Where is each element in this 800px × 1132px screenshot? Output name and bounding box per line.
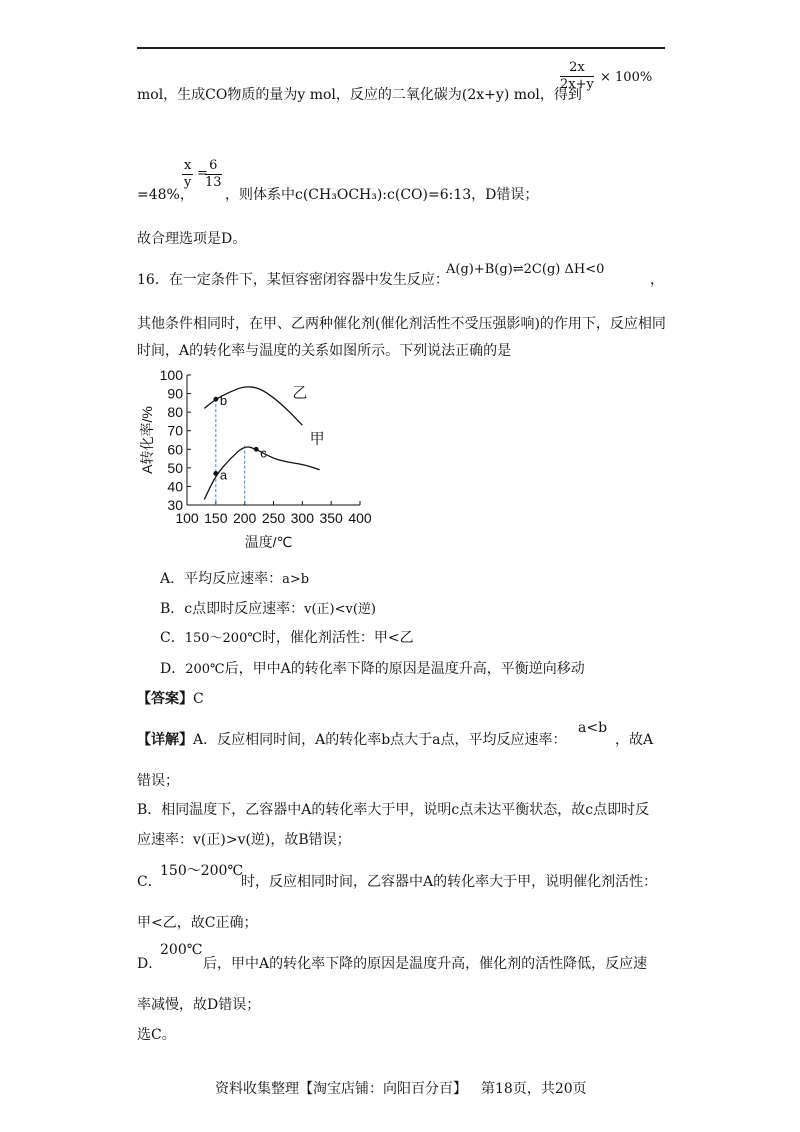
x-tick-label: 400 xyxy=(348,510,372,526)
x-tick-label: 200 xyxy=(232,510,257,526)
explanation-a-text: A．反应相同时间，A的转化率b点大于a点，平均反应速率： xyxy=(193,732,567,748)
y-tick-label: 100 xyxy=(159,367,183,383)
explanation-b-line2: 应速率：v(正)>v(逆)，故B错误； xyxy=(137,832,351,848)
explanation-d-math: 200℃ xyxy=(160,942,203,958)
y-tick-label: 60 xyxy=(167,441,183,458)
option-a-label: A．平均反应速率： xyxy=(160,571,283,587)
option-b xyxy=(160,600,376,619)
option-c-math: 150～200℃ xyxy=(184,631,262,646)
option-c-label: C． xyxy=(160,630,185,646)
answer-line xyxy=(137,690,204,708)
question-comma: ， xyxy=(650,272,664,288)
y-axis-label: A转化率/% xyxy=(139,406,155,474)
explanation-label: 【详解】 xyxy=(137,732,193,748)
prev-conclusion: 故合理选项是D。 xyxy=(137,231,247,247)
explanation-c-cont: 甲<乙，故C正确； xyxy=(137,915,258,931)
y-tick-label: 70 xyxy=(167,422,183,439)
series-label-yi: 乙 xyxy=(292,384,308,402)
option-a-math: a>b xyxy=(282,572,310,587)
question-stem-b: 其他条件相同时，在甲、乙两种催化剂(催化剂活性不受压强影响)的作用下，反应相同 xyxy=(137,316,666,332)
point-b xyxy=(213,397,218,402)
explanation-a-cont: 错误； xyxy=(137,773,179,789)
explanation-final: 选C。 xyxy=(137,1027,176,1043)
explanation-d-head: D． xyxy=(137,956,163,972)
option-a xyxy=(160,570,309,589)
x-tick-label: 100 xyxy=(175,510,199,526)
y-tick-label: 30 xyxy=(167,497,183,513)
prev-line-2-tail: ，则体系中c(CH₃OCH₃):c(CO)=6:13，D错误； xyxy=(225,187,539,203)
fraction-numerator: 2x xyxy=(560,60,594,77)
prev-line-1: mol，生成CO物质的量为y mol，反应的二氧化碳为(2x+y) mol，得到 xyxy=(137,87,582,103)
footer xyxy=(215,1078,587,1098)
conversion-chart xyxy=(130,362,390,558)
fraction-x-over-y xyxy=(182,158,193,191)
explanation-c-tail: 时，反应相同时间，乙容器中A的转化率大于甲，说明催化剂活性： xyxy=(241,874,658,890)
explanation-d-tail: 后，甲中A的转化率下降的原因是温度升高，催化剂的活性降低，反应速 xyxy=(203,956,648,972)
fraction-6-over-13 xyxy=(205,158,222,191)
option-b-label: B．c点即时反应速率： xyxy=(160,601,305,617)
fraction-equals: = xyxy=(197,166,208,181)
fraction-denominator: 13 xyxy=(205,175,222,190)
explanation-a xyxy=(137,731,567,749)
answer-label: 【答案】 xyxy=(137,691,193,707)
fraction-2x-over-2xy xyxy=(560,60,594,93)
fraction-numerator: 6 xyxy=(205,158,222,175)
x-tick-label: 250 xyxy=(261,510,286,526)
reaction-equation: A(g)+B(g)⇌2C(g) ΔH<0 xyxy=(446,262,605,277)
point-label-b: b xyxy=(219,393,228,409)
explanation-a-math: a<b xyxy=(578,720,608,736)
point-c xyxy=(254,447,259,452)
footer-source: 资料收集整理【淘宝店铺：向阳百分百】 xyxy=(215,1081,467,1097)
y-tick-label: 40 xyxy=(167,478,183,495)
series-label-jia: 甲 xyxy=(309,430,325,448)
footer-page: 第18页，共20页 xyxy=(481,1081,587,1097)
question-stem-a: 16．在一定条件下，某恒容密闭容器中发生反应： xyxy=(137,272,449,288)
fraction-multiplier: × 100% xyxy=(600,70,653,85)
fraction-denominator: y xyxy=(183,175,192,190)
explanation-d-cont: 率减慢，故D错误； xyxy=(137,997,261,1013)
fraction-numerator: x xyxy=(184,158,192,173)
explanation-a-tail: ，故A xyxy=(615,732,654,748)
x-tick-label: 150 xyxy=(204,510,228,526)
point-label-c: c xyxy=(260,445,267,461)
option-c xyxy=(160,629,414,648)
prev-line-2-head: =48%， xyxy=(137,187,194,203)
explanation-c-head: C． xyxy=(137,874,162,890)
y-tick-label: 80 xyxy=(167,404,183,421)
y-tick-label: 90 xyxy=(167,385,183,402)
y-tick-label: 50 xyxy=(167,459,183,476)
question-stem-c: 时间，A的转化率与温度的关系如图所示。下列说法正确的是 xyxy=(137,343,512,359)
explanation-b-line1: B．相同温度下，乙容器中A的转化率大于甲，说明c点未达平衡状态，故c点即时反 xyxy=(137,802,650,818)
x-tick-label: 300 xyxy=(290,510,315,526)
x-tick-label: 350 xyxy=(319,510,343,526)
x-axis-label: 温度/℃ xyxy=(244,534,293,550)
fraction-denominator: 2x+y xyxy=(560,77,594,92)
point-label-a: a xyxy=(219,467,228,483)
option-c-tail: 时，催化剂活性：甲<乙 xyxy=(261,630,414,646)
point-a xyxy=(213,471,218,476)
option-b-math: v(正)<v(逆) xyxy=(304,602,377,617)
option-d xyxy=(160,660,585,679)
explanation-c-math: 150～200℃ xyxy=(160,863,244,879)
option-d-math: 200℃ xyxy=(185,662,225,677)
option-d-tail: 后，甲中A的转化率下降的原因是温度升高，平衡逆向移动 xyxy=(224,661,585,677)
answer-value: C xyxy=(193,691,204,707)
header-rule xyxy=(137,47,665,49)
option-d-label: D． xyxy=(160,661,186,677)
